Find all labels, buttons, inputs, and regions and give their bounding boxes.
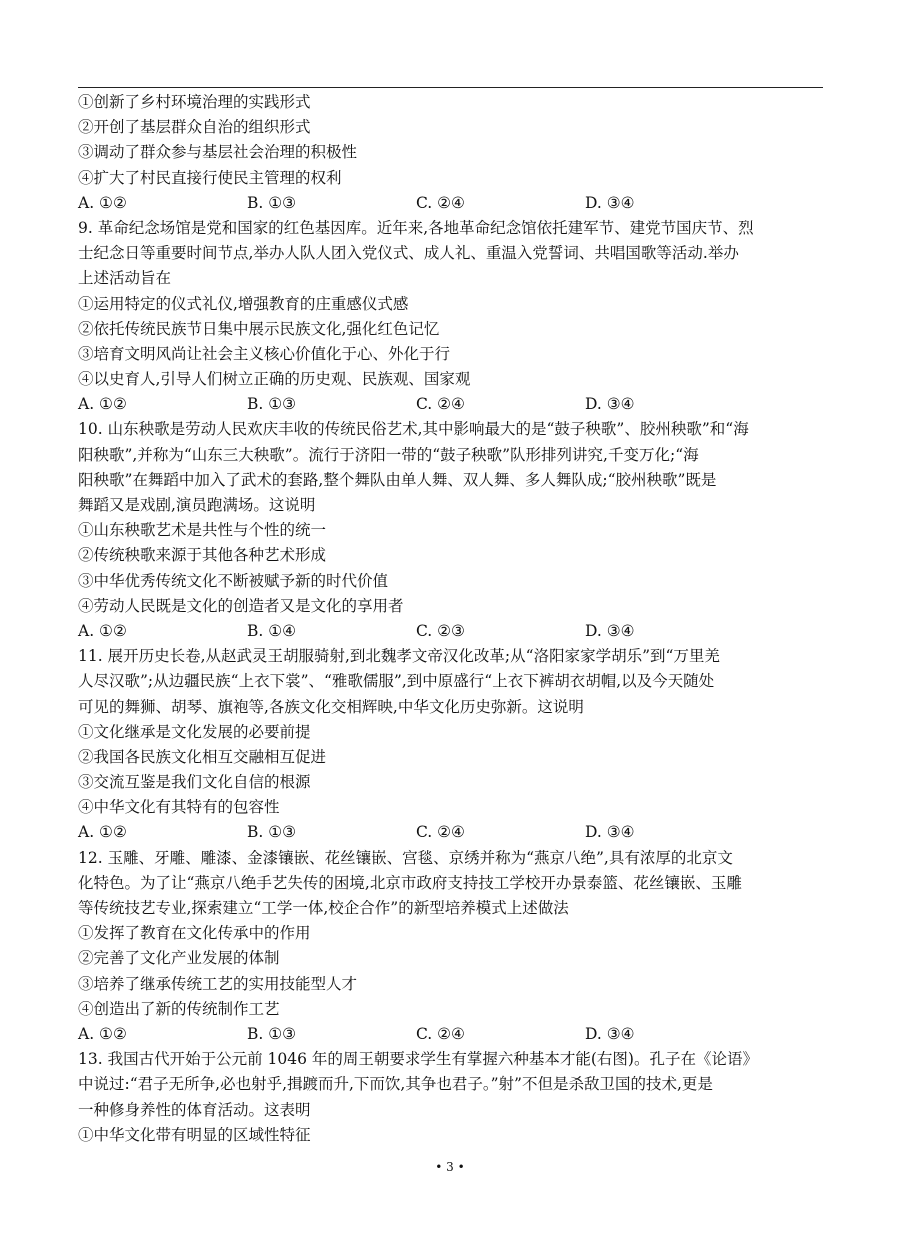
page-number: • 3 •	[435, 1160, 465, 1174]
choice-item: ②我国各民族文化相互交融相互促进	[78, 747, 327, 766]
option-c: C. ②④	[416, 1024, 465, 1043]
question-8	[78, 90, 823, 216]
question-stem-line: 11. 展开历史长卷,从赵武灵王胡服骑射,到北魏孝文帝汉化改革;从“洛阳家家学胡乐”到“万里羌	[78, 647, 720, 666]
choice-item: ②传统秧歌来源于其他各种艺术形成	[78, 546, 327, 565]
option-a: A. ①②	[78, 395, 127, 414]
option-a: A. ①②	[78, 621, 127, 640]
top-divider	[78, 87, 823, 88]
option-c: C. ②③	[416, 621, 465, 640]
option-d: D. ③④	[585, 395, 635, 414]
option-a: A. ①②	[78, 1024, 127, 1043]
question-13	[78, 1047, 823, 1148]
choice-item: ①创新了乡村环境治理的实践形式	[78, 93, 311, 111]
page-content	[78, 90, 823, 1148]
choice-item: ③中华优秀传统文化不断被赋予新的时代价值	[78, 571, 389, 590]
question-11	[78, 644, 823, 846]
option-b: B. ①③	[247, 823, 297, 842]
question-stem-line: 士纪念日等重要时间节点,举办人队人团入党仪式、成人礼、重温入党誓词、共唱国歌等活动.举办	[78, 244, 739, 263]
answer-options	[78, 1022, 823, 1047]
answer-options	[78, 191, 823, 216]
choice-item: ③交流互鉴是我们文化自信的根源	[78, 773, 311, 792]
question-stem-line: 化特色。为了让“燕京八绝手艺失传的困境,北京市政府支持技工学校开办景泰篮、花丝镶嵌、玉雕	[78, 873, 742, 892]
question-stem-line: 上述活动旨在	[78, 269, 172, 288]
answer-options	[78, 392, 823, 417]
question-stem-line: 舞蹈又是戏剧,演员跑满场。这说明	[78, 496, 316, 514]
answer-options	[78, 619, 823, 644]
choice-item: ②开创了基层群众自治的组织形式	[78, 118, 311, 137]
question-12	[78, 846, 823, 1048]
choice-item: ④中华文化有其特有的包容性	[78, 798, 280, 817]
choice-item: ③调动了群众参与基层社会治理的积极性	[78, 143, 358, 162]
choice-item: ①中华文化带有明显的区域性特征	[78, 1125, 311, 1144]
question-10	[78, 417, 823, 644]
option-a: A. ①②	[78, 823, 127, 842]
option-b: B. ①④	[247, 621, 297, 640]
option-d: D. ③④	[585, 1024, 635, 1043]
option-b: B. ①③	[247, 1024, 297, 1043]
question-stem-line: 中说过:“君子无所争,必也射乎,揖踱而升,下而饮,其争也君子。”射”不但是杀敌卫国的技术,更是	[78, 1075, 713, 1094]
answer-options	[78, 820, 823, 845]
choice-item: ①文化继承是文化发展的必要前提	[78, 722, 311, 741]
option-b: B. ①③	[247, 395, 297, 414]
option-d: D. ③④	[585, 823, 635, 842]
option-c: C. ②④	[416, 823, 465, 842]
choice-item: ②完善了文化产业发展的体制	[78, 949, 280, 968]
option-d: D. ③④	[585, 621, 635, 640]
question-stem-line: 人尽汉歌”;从边疆民族“上衣下裳”、“雅歌儒服”,到中原盛行“上衣下裤胡衣胡帽,以及今天随处	[78, 672, 715, 691]
option-b: B. ①③	[247, 193, 297, 212]
option-d: D. ③④	[585, 193, 635, 212]
choice-item: ④劳动人民既是文化的创造者又是文化的享用者	[78, 596, 404, 615]
choice-item: ③培育文明风尚让社会主义核心价值化于心、外化于行	[78, 344, 451, 363]
question-9	[78, 216, 823, 418]
question-stem-line: 阳秧歌”,并称为“山东三大秧歌”。流行于济阳一带的“鼓子秧歌”队形排列讲究,千变万化;“海	[78, 445, 699, 464]
question-stem-line: 等传统技艺专业,探索建立“工学一体,校企合作”的新型培养模式上述做法	[78, 899, 569, 917]
option-c: C. ②④	[416, 395, 465, 414]
choice-item: ④扩大了村民直接行使民主管理的权利	[78, 168, 342, 187]
choice-item: ③培养了继承传统工艺的实用技能型人才	[78, 974, 358, 993]
question-stem-line: 阳秧歌”在舞蹈中加入了武术的套路,整个舞队由单人舞、双人舞、多人舞队成;“胶州秧歌”既是	[78, 470, 717, 489]
choice-item: ①发挥了教育在文化传承中的作用	[78, 924, 311, 943]
question-stem-line: 9. 革命纪念场馆是党和国家的红色基因库。近年来,各地革命纪念馆依托建军节、建党节国庆节、烈	[78, 218, 754, 237]
option-c: C. ②④	[416, 193, 465, 212]
question-stem-line: 12. 玉雕、牙雕、雕漆、金漆镶嵌、花丝镶嵌、宫毯、京绣并称为“燕京八绝”,具有浓厚的北京文	[78, 848, 733, 867]
choice-item: ①运用特定的仪式礼仪,增强教育的庄重感仪式感	[78, 294, 409, 313]
option-a: A. ①②	[78, 193, 127, 212]
choice-item: ①山东秧歌艺术是共性与个性的统一	[78, 521, 327, 540]
question-stem-line: 一种修身养性的体育活动。这表明	[78, 1100, 311, 1119]
question-stem-line: 13. 我国古代开始于公元前 1046 年的周王朝要求学生有掌握六种基本才能(右图)。孔子在《论语》	[78, 1050, 758, 1069]
choice-item: ④以史育人,引导人们树立正确的历史观、民族观、国家观	[78, 370, 471, 389]
question-stem-line: 10. 山东秧歌是劳动人民欢庆丰收的传统民俗艺术,其中影响最大的是“鼓子秧歌”、胶州秧歌”和“海	[78, 420, 749, 439]
choice-item: ②依托传统民族节日集中展示民族文化,强化红色记忆	[78, 319, 440, 338]
question-stem-line: 可见的舞狮、胡琴、旗袍等,各族文化交相辉映,中华文化历史弥新。这说明	[78, 697, 584, 716]
choice-item: ④创造出了新的传统制作工艺	[78, 999, 280, 1018]
